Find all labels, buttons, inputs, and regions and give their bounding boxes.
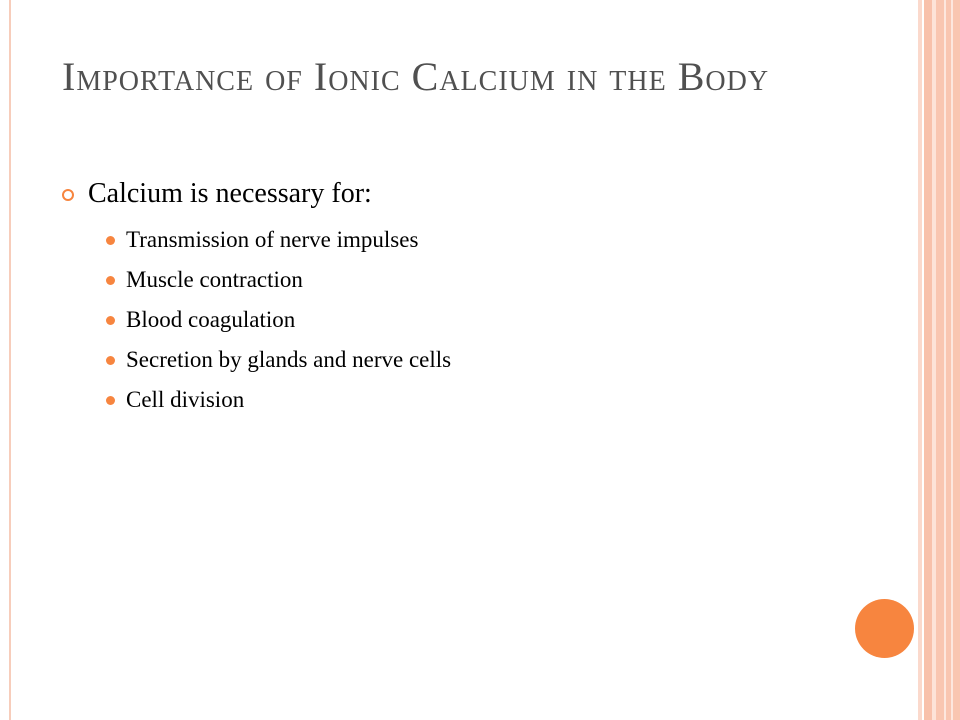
sub-bullet-text: Blood coagulation [126,307,296,332]
right-decor-stripe [918,0,922,720]
dot-bullet-icon [106,396,115,405]
sub-bullet-item [62,260,882,300]
right-decor-stripe [924,0,932,720]
main-bullet [62,174,882,214]
dot-bullet-icon [106,276,115,285]
right-decor-stripe [936,0,960,720]
sub-bullet-item [62,300,882,340]
sub-bullet-item [62,340,882,380]
sub-bullet-text: Cell division [126,387,245,412]
right-decor-stripe [944,0,946,720]
sub-bullet-item [62,220,882,260]
accent-circle [855,599,914,658]
sub-bullet-text: Secretion by glands and nerve cells [126,347,452,372]
main-bullet-text: Calcium is necessary for: [88,178,372,209]
dot-bullet-icon [106,236,115,245]
sub-bullet-text: Muscle contraction [126,267,303,292]
dot-bullet-icon [106,316,115,325]
left-border-line [9,0,11,720]
sub-bullet-list [62,220,882,420]
sub-bullet-text: Transmission of nerve impulses [126,227,419,252]
slide-content [62,174,882,420]
ring-bullet-icon [62,189,74,201]
slide-title: Importance of Ionic Calcium in the Body [62,54,770,99]
right-decor-stripe [951,0,953,720]
dot-bullet-icon [106,356,115,365]
sub-bullet-item [62,380,882,420]
